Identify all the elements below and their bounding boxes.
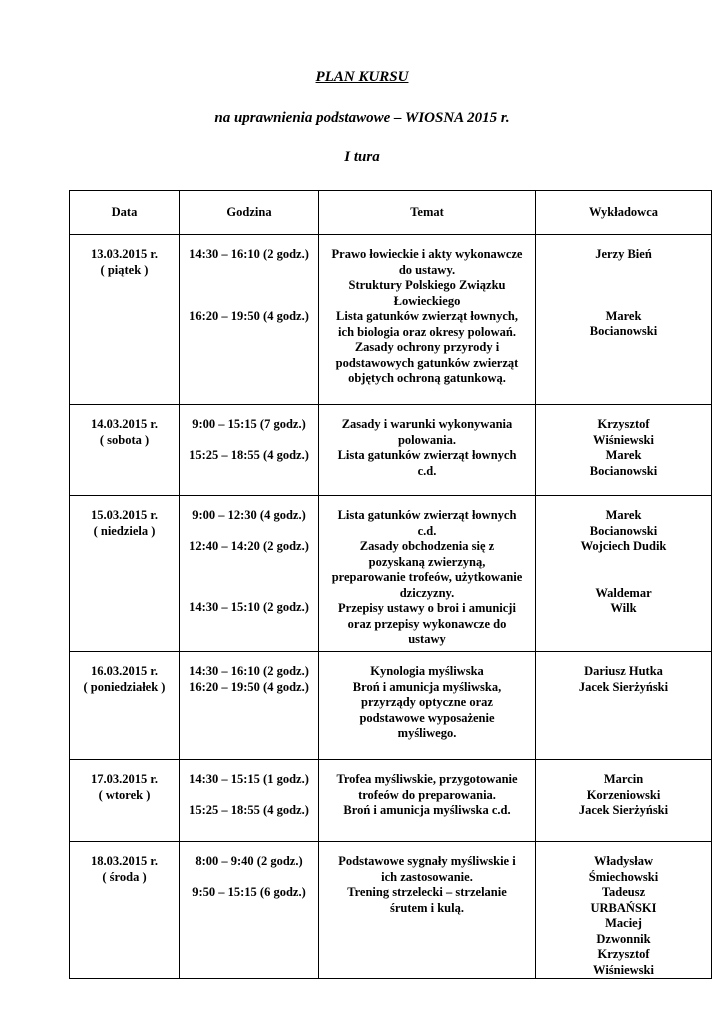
table-row [70,842,712,979]
day-text: ( środa ) [102,869,147,884]
table-header-row [70,191,712,235]
time-cell [180,496,319,652]
lecturer-line: Wiśniewski [593,962,654,977]
topic-cell [319,405,536,496]
topic-line: ich biologia oraz okresy polowań. [338,324,516,339]
time-text: 14:30 – 16:10 (2 godz.) [189,664,309,678]
topic-line: Struktury Polskiego Związku [348,278,506,292]
date-text: 15.03.2015 r. [91,508,158,522]
topic-line: Przepisy ustawy o broi i amunicji [338,601,516,615]
lecturer-cell [536,760,712,842]
lecturer-line: Wilk [610,601,637,615]
time-text: 15:25 – 18:55 (4 godz.) [189,802,309,817]
topic-line: podstawowe wyposażenie [359,710,495,725]
date-text: 16.03.2015 r. [91,664,158,678]
topic-line: preparowanie trofeów, użytkowanie [331,570,523,584]
topic-line: Zasady i warunki wykonywania [341,417,513,431]
time-cell [180,842,319,979]
topic-line: Łowieckiego [393,293,461,308]
lecturer-line: Marek [605,308,642,323]
table-row [70,405,712,496]
lecturer-line: Marek [605,448,642,462]
lecturer-line: Bocianowski [589,463,658,478]
topic-line: śrutem i kulą. [390,900,464,915]
lecturer-cell [536,652,712,760]
day-text: ( poniedziałek ) [83,679,166,694]
lecturer-line: Marcin [603,772,644,786]
time-cell [180,405,319,496]
topic-cell [319,652,536,760]
topic-line: przyrządy optyczne oraz [361,695,493,709]
lecturer-line: Śmiechowski [588,869,659,884]
lecturer-line: Dzwonnik [596,931,651,946]
lecturer-cell [536,405,712,496]
lecturer-line: Jacek Sierżyński [578,679,669,694]
lecturer-line: Krzysztof [597,947,650,961]
lecturer-cell [536,842,712,979]
header-godzina: Godzina [180,191,319,235]
topic-line: ustawy [408,632,446,646]
time-text: 16:20 – 19:50 (4 godz.) [189,308,309,323]
lecturer-line: Jerzy Bień [595,247,652,261]
topic-line: objętych ochroną gatunkową. [348,371,506,385]
topic-line: Broń i amunicja myśliwska, [352,679,502,694]
lecturer-line: Władysław [593,854,654,868]
topic-line: Lista gatunków zwierząt łownych [337,448,517,462]
lecturer-line: Maciej [605,916,642,930]
time-text: 14:30 – 15:15 (1 godz.) [189,772,309,786]
topic-line: pozyskaną zwierzyną, [368,554,486,569]
date-text: 17.03.2015 r. [91,772,158,786]
topic-line: c.d. [417,523,437,538]
time-text: 8:00 – 9:40 (2 godz.) [195,854,303,868]
date-text: 18.03.2015 r. [91,854,158,868]
lecturer-line: Krzysztof [597,417,650,431]
date-cell [70,652,180,760]
lecturer-line: Wojciech Dudik [580,539,667,553]
lecturer-line: Korzeniowski [586,787,661,802]
header-wykladowca: Wykładowca [536,191,712,235]
topic-line: podstawowych gatunków zwierząt [335,355,519,370]
topic-line: trofeów do preparowania. [358,787,496,802]
time-text: 12:40 – 14:20 (2 godz.) [189,538,309,553]
lecturer-line: Marek [605,508,642,522]
table-row [70,652,712,760]
lecturer-line: Waldemar [595,585,652,600]
tura-label: I tura [344,149,380,165]
topic-line: Zasady ochrony przyrody i [354,340,500,354]
page-subtitle: na uprawnienia podstawowe – WIOSNA 2015 r. [214,110,510,126]
day-text: ( piątek ) [100,262,149,277]
lecturer-line: Dariusz Hutka [584,664,663,678]
header-data: Data [70,191,180,235]
topic-line: polowania. [397,432,456,447]
lecturer-line: Tadeusz [601,885,646,899]
date-text: 14.03.2015 r. [91,417,158,431]
topic-line: Kynologia myśliwska [370,664,484,678]
topic-line: Zasady obchodzenia się z [359,539,495,553]
time-text: 16:20 – 19:50 (4 godz.) [189,679,309,694]
date-text: 13.03.2015 r. [91,247,158,261]
time-text: 9:00 – 12:30 (4 godz.) [192,508,306,522]
topic-line: Lista gatunków zwierząt łownych [337,508,517,522]
topic-line: Trening strzelecki – strzelanie [347,885,507,899]
topic-cell [319,496,536,652]
table-row [70,496,712,652]
day-text: ( niedziela ) [93,523,156,538]
lecturer-line: Wiśniewski [593,432,654,447]
page-title: PLAN KURSU [315,69,409,85]
date-cell [70,496,180,652]
date-cell [70,235,180,405]
time-text: 14:30 – 15:10 (2 godz.) [189,600,309,614]
time-text: 9:00 – 15:15 (7 godz.) [192,417,306,431]
topic-line: c.d. [417,463,437,478]
date-cell [70,405,180,496]
table-row [70,760,712,842]
topic-line: Lista gatunków zwierząt łownych, [336,309,518,323]
day-text: ( wtorek ) [98,787,151,802]
topic-line: Podstawowe sygnały myśliwskie i [338,854,516,868]
topic-line: do ustawy. [398,262,456,277]
topic-line: Trofea myśliwskie, przygotowanie [336,772,518,786]
time-cell [180,235,319,405]
topic-cell [319,842,536,979]
date-cell [70,760,180,842]
date-cell [70,842,180,979]
time-text: 15:25 – 18:55 (4 godz.) [189,447,309,462]
day-text: ( sobota ) [99,432,150,447]
time-cell [180,760,319,842]
topic-cell [319,235,536,405]
topic-cell [319,760,536,842]
topic-line: Broń i amunicja myśliwska c.d. [343,803,511,817]
lecturer-line: URBAŃSKI [590,900,657,915]
header-temat: Temat [319,191,536,235]
schedule-table [69,190,712,979]
topic-line: ich zastosowanie. [381,869,473,884]
lecturer-line: Bocianowski [589,523,658,538]
topic-line: myśliwego. [397,726,457,740]
lecturer-line: Jacek Sierżyński [578,803,669,817]
lecturer-cell [536,235,712,405]
table-row [70,235,712,405]
lecturer-line: Bocianowski [589,324,658,338]
topic-line: Prawo łowieckie i akty wykonawcze [331,247,523,261]
topic-line: oraz przepisy wykonawcze do [347,616,507,631]
topic-line: dziczyzny. [399,585,455,600]
time-text: 14:30 – 16:10 (2 godz.) [189,247,309,261]
lecturer-cell [536,496,712,652]
time-cell [180,652,319,760]
time-text: 9:50 – 15:15 (6 godz.) [192,884,306,899]
